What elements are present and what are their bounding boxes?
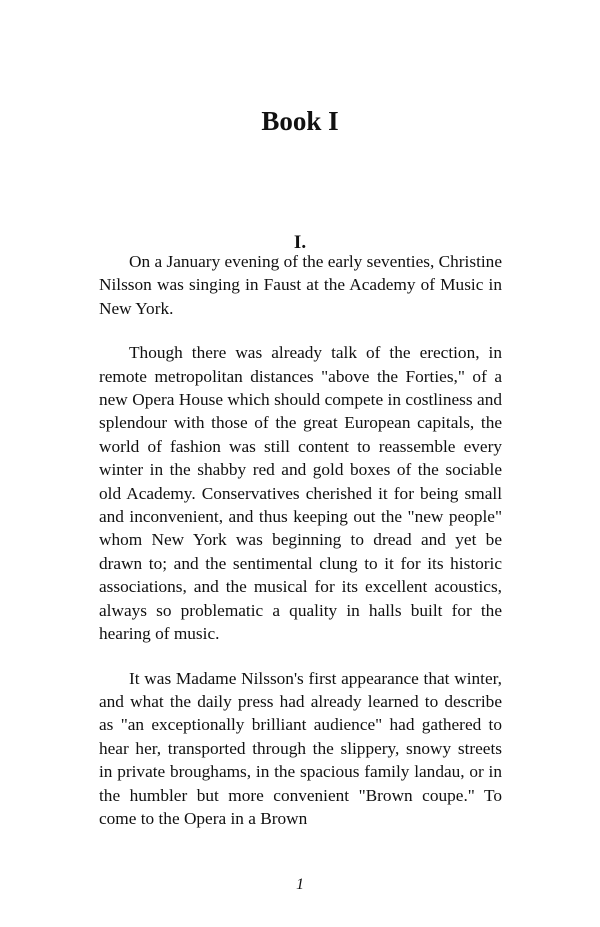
book-title: Book I <box>261 106 339 136</box>
chapter-title: I. <box>293 232 307 253</box>
paragraph-3: It was Madame Nilsson's first appearance that winter, and what the daily press had already learned to describe as "an exceptionally brilliant audience" had gathered to hear her, transported through the slippery, snowy streets in private broughams, in the spacious family landau, or in the humbler but more convenient "Brown coupe." To come to the Opera in a Brown <box>99 668 502 828</box>
paragraph-2: Though there was already talk of the erection, in remote metropolitan distances "above the Forties," of a new Opera House which should compete in costliness and splendour with those of the great European capitals, the world of fashion was still content to reassemble every winter in the shabby red and gold boxes of the sociable old Academy. Conservatives cherished it for being small and inconvenient, and thus keeping out the "new people" whom New York was beginning to dread and yet be drawn to; and the sentimental clung to it for its historic associations, and the musical for its excellent acoustics, always so problematic a quality in halls built for the hearing of music. <box>99 343 502 644</box>
chapter-body <box>99 250 502 851</box>
page-number: 1 <box>296 876 304 893</box>
paragraph-1: On a January evening of the early seventies, Christine Nilsson was singing in Faust at the Academy of Music in New York. <box>99 252 502 318</box>
